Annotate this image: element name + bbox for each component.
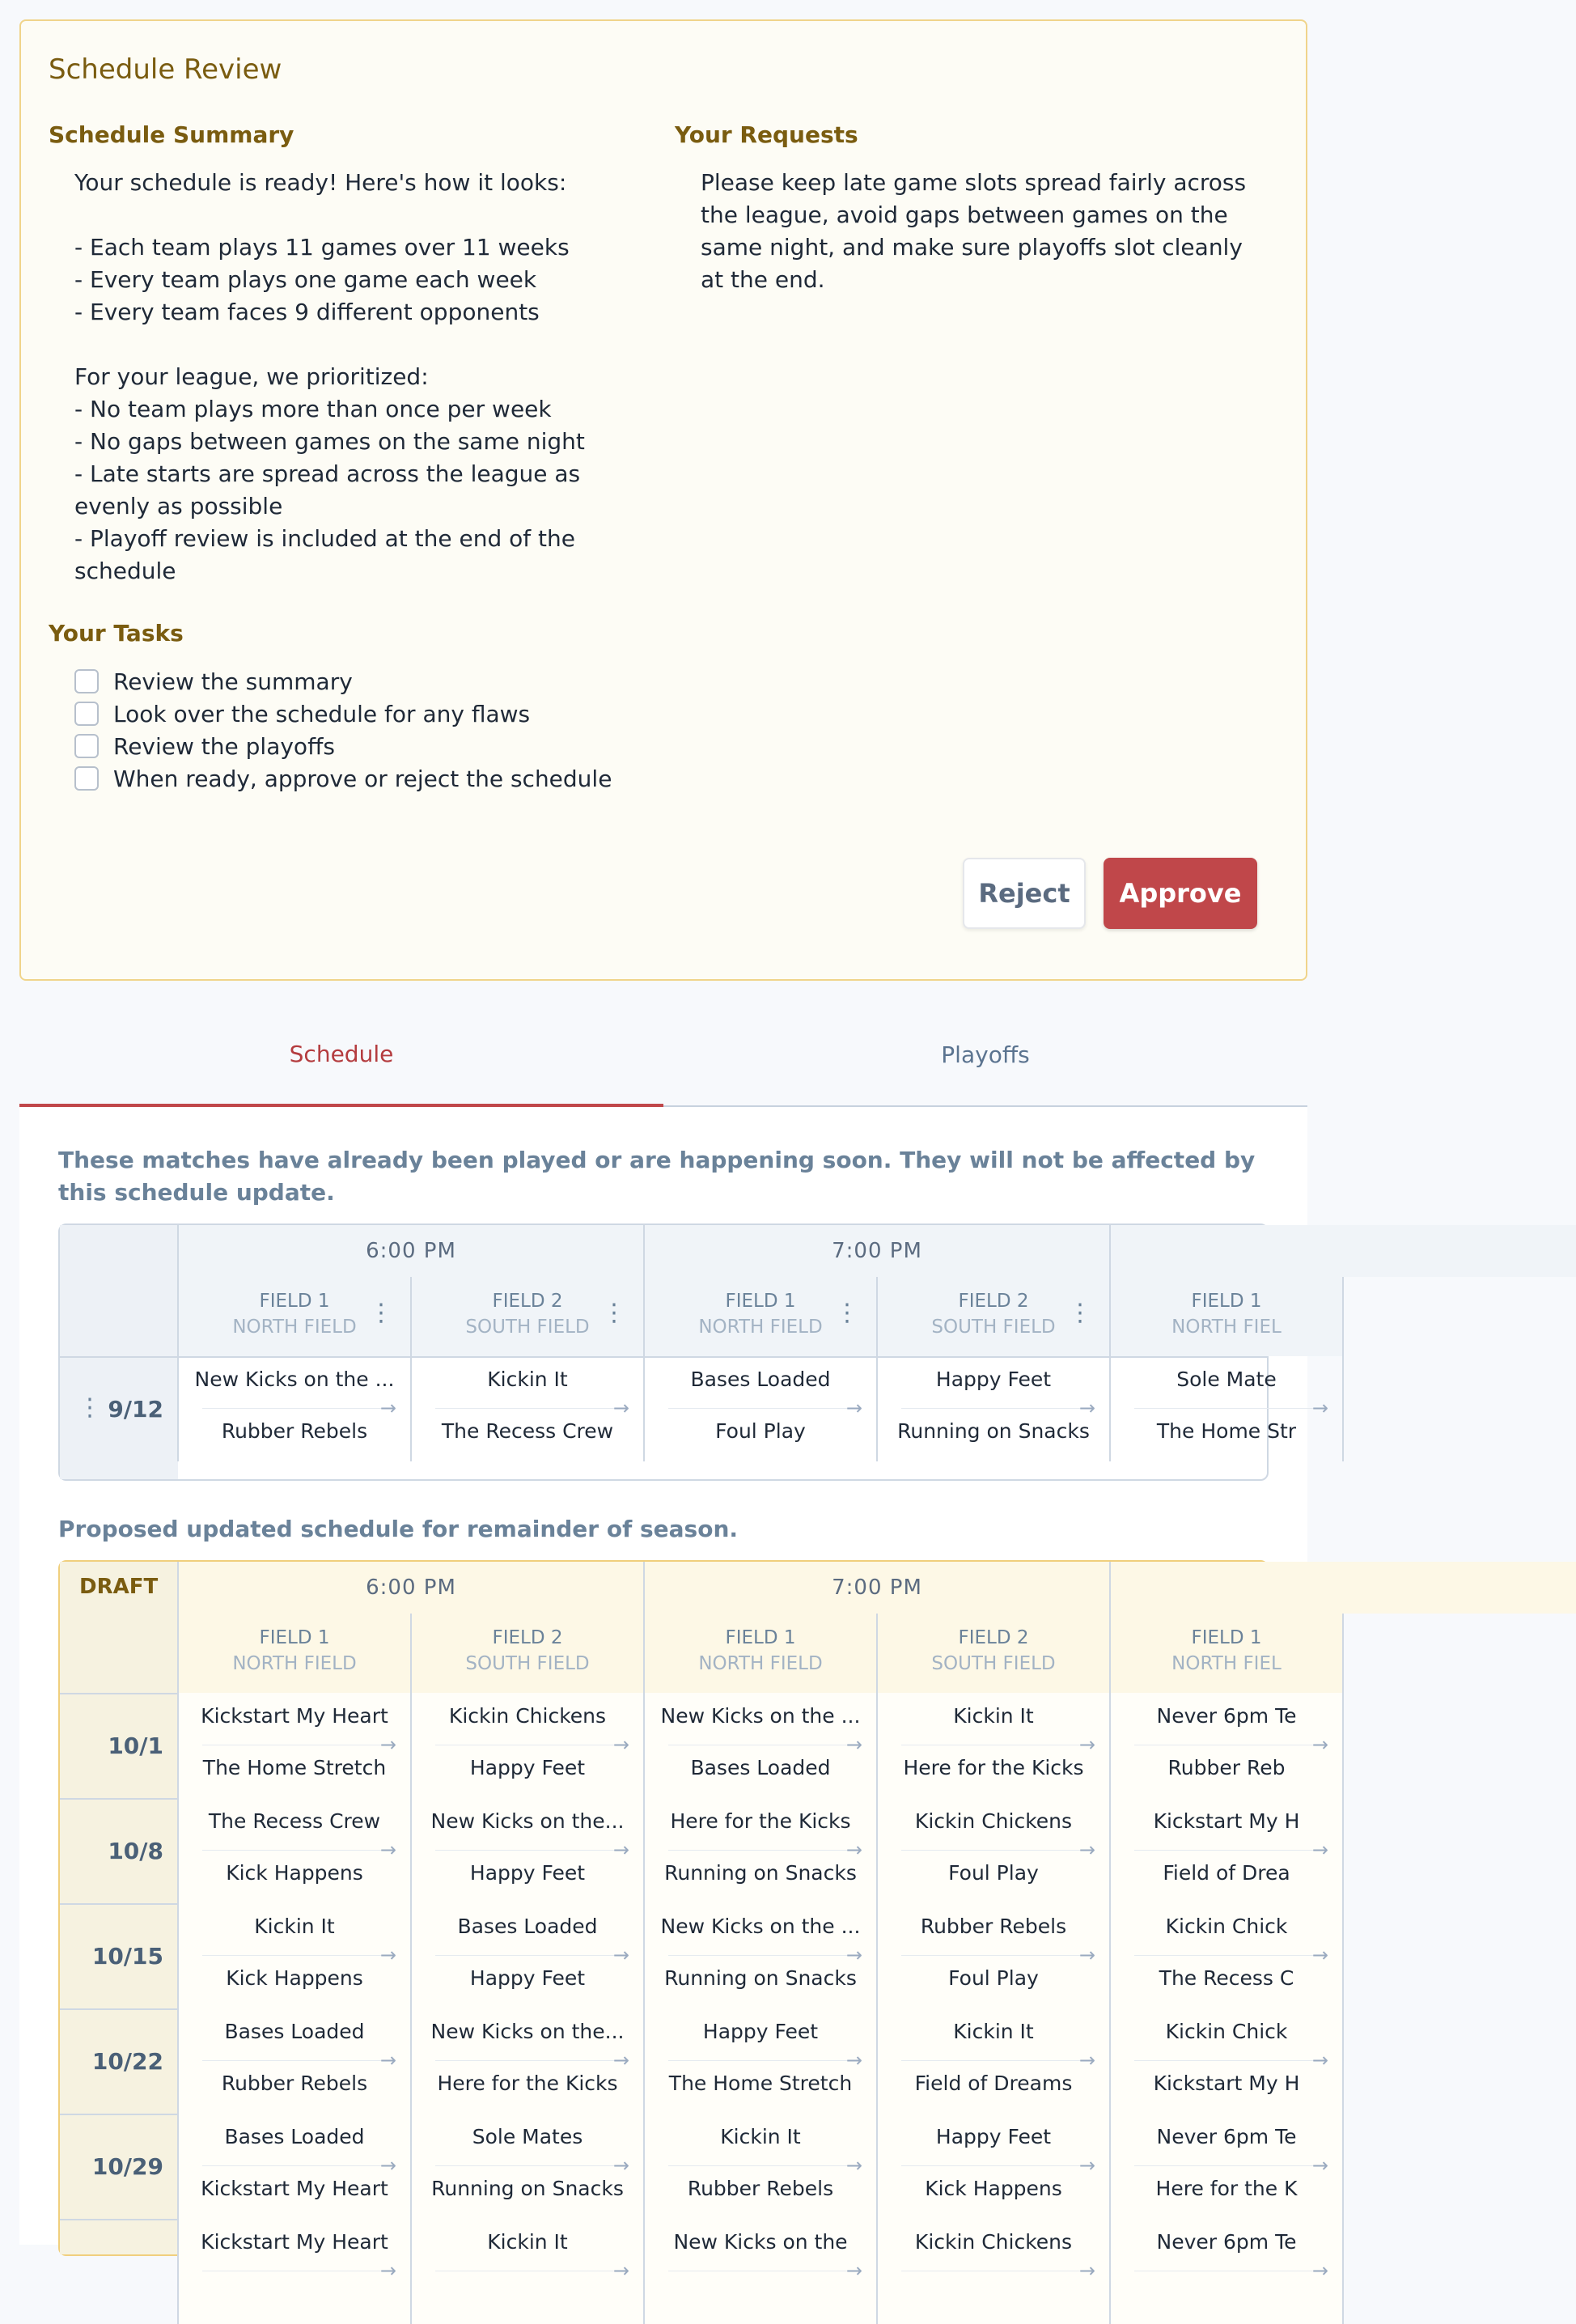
tasks-heading: Your Tasks: [49, 620, 184, 647]
row-date: 9/12: [108, 1395, 163, 1423]
match-cell[interactable]: [877, 2008, 1110, 2114]
column-divider: [876, 1277, 878, 1461]
match-cell[interactable]: [644, 1798, 877, 1903]
arrow-right-icon: →: [1311, 2154, 1328, 2177]
home-team: Happy Feet: [702, 2020, 819, 2043]
away-team: Kickstart My Heart: [201, 2177, 388, 2200]
match-cell[interactable]: [411, 1903, 644, 2008]
home-team: Kickstart My Heart: [201, 1704, 388, 1728]
arrow-right-icon: →: [845, 1397, 862, 1419]
time-slot-header: 7:00 PM: [644, 1562, 1110, 1614]
task-item[interactable]: [74, 762, 612, 795]
match-cell[interactable]: [1110, 1798, 1343, 1903]
match-cell[interactable]: [877, 2219, 1110, 2324]
arrow-right-icon: →: [1078, 1733, 1095, 1756]
column-divider: [177, 1562, 179, 2324]
schedule-review-panel: [19, 19, 1307, 981]
home-team: Never 6pm Te: [1156, 2230, 1297, 2254]
team-divider: [668, 1850, 853, 1851]
past-matches-note: These matches have already been played or are happening soon. They will not be affected by this schedule update.: [58, 1147, 1256, 1206]
task-list: [74, 665, 612, 795]
requests-text: Please keep late game slots spread fairly across the league, avoid gaps between games on the same night, and make sure playoffs slot cleanly at the end.: [701, 169, 1253, 293]
team-divider: [1134, 2165, 1319, 2166]
home-team: Kickin Chick: [1165, 2020, 1288, 2043]
away-team: The Home Stretch: [202, 1756, 387, 1779]
time-slot-header: 6:00 PM: [178, 1225, 644, 1277]
team-divider: [202, 1408, 387, 1409]
summary-heading: Schedule Summary: [49, 121, 294, 148]
away-team: Foul Play: [715, 1419, 806, 1443]
home-team: Rubber Rebels: [920, 1915, 1067, 1938]
match-cell[interactable]: [178, 2219, 411, 2324]
arrow-right-icon: →: [1078, 2049, 1095, 2072]
field-name: FIELD 2: [958, 1627, 1029, 1648]
time-slot-header: [1110, 1562, 1576, 1614]
task-checkbox[interactable]: [74, 702, 99, 726]
home-team: Happy Feet: [935, 1368, 1052, 1391]
arrow-right-icon: →: [1311, 2049, 1328, 2072]
home-team: New Kicks on the: [673, 2230, 848, 2254]
home-team: Never 6pm Te: [1156, 2125, 1297, 2148]
arrow-right-icon: →: [612, 1944, 629, 1966]
row-date: 10/8: [108, 1837, 163, 1864]
time-slot-header: 7:00 PM: [644, 1225, 1110, 1277]
home-team: Bases Loaded: [457, 1915, 598, 1938]
away-team: Happy Feet: [469, 1861, 586, 1885]
team-divider: [901, 2165, 1086, 2166]
field-header: [411, 1614, 644, 1693]
home-team: Kickin It: [487, 1368, 568, 1391]
field-menu-icon[interactable]: ⋮: [602, 1299, 626, 1327]
field-header: [178, 1277, 411, 1356]
arrow-right-icon: →: [379, 2154, 396, 2177]
field-location: NORTH FIEL: [1171, 1653, 1282, 1674]
match-cell[interactable]: [411, 2219, 644, 2324]
arrow-right-icon: →: [1311, 2259, 1328, 2282]
home-team: Kickin It: [254, 1915, 335, 1938]
field-header: [644, 1614, 877, 1693]
home-team: Kickin Chickens: [914, 2230, 1073, 2254]
team-divider: [202, 2165, 387, 2166]
arrow-right-icon: →: [612, 1838, 629, 1861]
arrow-right-icon: →: [379, 2259, 396, 2282]
field-name: FIELD 1: [725, 1291, 796, 1312]
home-team: Happy Feet: [935, 2125, 1052, 2148]
arrow-right-icon: →: [1311, 1944, 1328, 1966]
time-slot-header: 6:00 PM: [178, 1562, 644, 1614]
row-date: 10/29: [91, 2152, 163, 2180]
team-divider: [901, 1408, 1086, 1409]
task-checkbox[interactable]: [74, 669, 99, 693]
approve-button[interactable]: Approve: [1104, 858, 1257, 929]
task-label: Look over the schedule for any flaws: [113, 700, 531, 727]
away-team: Running on Snacks: [664, 1966, 857, 1990]
match-cell[interactable]: [178, 1693, 411, 1798]
away-team: Field of Drea: [1163, 1861, 1290, 1885]
arrow-right-icon: →: [845, 2049, 862, 2072]
home-team: New Kicks on the...: [430, 1809, 625, 1833]
away-team: Here for the Kicks: [903, 1756, 1084, 1779]
field-header: [877, 1614, 1110, 1693]
task-item[interactable]: [74, 730, 612, 762]
match-cell[interactable]: [644, 2008, 877, 2114]
match-cell[interactable]: [877, 2114, 1110, 2219]
match-cell[interactable]: [1110, 1903, 1343, 2008]
field-name: FIELD 1: [1191, 1627, 1262, 1648]
arrow-right-icon: →: [379, 1397, 396, 1419]
home-team: Kickin It: [720, 2125, 801, 2148]
match-cell[interactable]: [411, 2114, 644, 2219]
away-team: Foul Play: [948, 1861, 1039, 1885]
match-cell[interactable]: [178, 2114, 411, 2219]
team-divider: [202, 1850, 387, 1851]
home-team: Bases Loaded: [224, 2125, 365, 2148]
home-team: Kickin Chick: [1165, 1915, 1288, 1938]
field-location: SOUTH FIELD: [931, 1317, 1056, 1338]
team-divider: [668, 1955, 853, 1956]
task-item[interactable]: [74, 698, 612, 730]
arrow-right-icon: →: [845, 1838, 862, 1861]
match-cell[interactable]: [1110, 2219, 1343, 2324]
row-menu-icon[interactable]: ⋮: [78, 1393, 102, 1422]
team-divider: [435, 1955, 620, 1956]
team-divider: [435, 2165, 620, 2166]
home-team: Bases Loaded: [224, 2020, 365, 2043]
task-checkbox[interactable]: [74, 734, 99, 758]
tab-bar: [19, 1003, 1307, 1107]
arrow-right-icon: →: [845, 2259, 862, 2282]
field-header: [1110, 1277, 1343, 1356]
away-team: The Home Str: [1156, 1419, 1297, 1443]
away-team: Kick Happens: [226, 1966, 363, 1990]
requests-heading: Your Requests: [675, 121, 858, 148]
draft-schedule-grid: [58, 1560, 1328, 2282]
arrow-right-icon: →: [1078, 2259, 1095, 2282]
field-menu-icon[interactable]: ⋮: [369, 1299, 393, 1327]
away-team: Rubber Reb: [1167, 1756, 1286, 1779]
tab-playoffs[interactable]: Playoffs: [941, 1041, 1030, 1068]
field-name: FIELD 2: [492, 1627, 563, 1648]
team-divider: [1134, 2060, 1319, 2061]
field-name: FIELD 1: [1191, 1291, 1262, 1312]
home-team: New Kicks on the ...: [660, 1704, 861, 1728]
match-cell[interactable]: [1110, 2114, 1343, 2219]
field-name: FIELD 1: [259, 1291, 330, 1312]
field-location: NORTH FIEL: [1171, 1317, 1282, 1338]
away-team: Here for the Kicks: [437, 2072, 618, 2095]
team-divider: [901, 1955, 1086, 1956]
team-divider: [202, 2060, 387, 2061]
row-date: 10/1: [108, 1732, 163, 1759]
match-cell[interactable]: [178, 1903, 411, 2008]
field-header: [411, 1277, 644, 1356]
home-team: Kickin It: [953, 1704, 1034, 1728]
arrow-right-icon: →: [845, 2154, 862, 2177]
home-team: Kickin Chickens: [448, 1704, 607, 1728]
home-team: New Kicks on the ...: [660, 1915, 861, 1938]
field-location: SOUTH FIELD: [931, 1653, 1056, 1674]
field-location: NORTH FIELD: [232, 1317, 357, 1338]
arrow-right-icon: →: [1078, 1397, 1095, 1419]
arrow-right-icon: →: [1311, 1733, 1328, 1756]
field-header: [877, 1277, 1110, 1356]
match-cell[interactable]: [644, 1693, 877, 1798]
field-location: NORTH FIELD: [232, 1653, 357, 1674]
arrow-right-icon: →: [845, 1733, 862, 1756]
field-location: SOUTH FIELD: [465, 1653, 590, 1674]
home-team: Kickstart My H: [1153, 1809, 1300, 1833]
field-header: [178, 1614, 411, 1693]
home-team: Kickin It: [487, 2230, 568, 2254]
field-name: FIELD 2: [492, 1291, 563, 1312]
away-team: Running on Snacks: [897, 1419, 1090, 1443]
column-divider: [643, 1562, 645, 2324]
task-label: Review the playoffs: [113, 732, 335, 760]
row-date: 10/15: [91, 1942, 163, 1970]
field-header: [644, 1277, 877, 1356]
match-cell[interactable]: [644, 2219, 877, 2324]
team-divider: [901, 2060, 1086, 2061]
task-label: Review the summary: [113, 668, 353, 695]
task-item[interactable]: [74, 665, 612, 698]
away-team: The Recess Crew: [441, 1419, 614, 1443]
match-cell[interactable]: [1110, 1693, 1343, 1798]
match-cell[interactable]: [877, 1356, 1110, 1461]
column-divider: [1109, 1225, 1111, 1461]
match-cell[interactable]: [877, 1798, 1110, 1903]
match-cell[interactable]: [877, 1693, 1110, 1798]
team-divider: [1134, 1850, 1319, 1851]
field-name: FIELD 1: [259, 1627, 330, 1648]
arrow-right-icon: →: [1311, 1397, 1328, 1419]
home-team: New Kicks on the ...: [194, 1368, 395, 1391]
arrow-right-icon: →: [612, 1397, 629, 1419]
column-divider: [1109, 1562, 1111, 2324]
past-schedule-grid: [58, 1223, 1328, 1481]
arrow-right-icon: →: [1078, 1944, 1095, 1966]
home-team: The Recess Crew: [208, 1809, 381, 1833]
home-team: Kickin Chickens: [914, 1809, 1073, 1833]
away-team: Foul Play: [948, 1966, 1039, 1990]
team-divider: [435, 2060, 620, 2061]
away-team: Happy Feet: [469, 1756, 586, 1779]
home-team: Here for the Kicks: [670, 1809, 851, 1833]
away-team: Running on Snacks: [664, 1861, 857, 1885]
home-team: Bases Loaded: [690, 1368, 831, 1391]
match-cell[interactable]: [178, 2008, 411, 2114]
away-team: Kick Happens: [226, 1861, 363, 1885]
team-divider: [1134, 1955, 1319, 1956]
team-divider: [668, 2165, 853, 2166]
home-team: Never 6pm Te: [1156, 1704, 1297, 1728]
reject-button[interactable]: Reject: [963, 858, 1086, 929]
arrow-right-icon: →: [612, 2259, 629, 2282]
task-label: When ready, approve or reject the schedule: [113, 765, 612, 792]
field-header: [1110, 1614, 1343, 1693]
arrow-right-icon: →: [612, 2049, 629, 2072]
column-divider: [410, 1277, 412, 1461]
match-cell[interactable]: [877, 1903, 1110, 2008]
field-location: NORTH FIELD: [698, 1317, 823, 1338]
away-team: The Home Stretch: [668, 2072, 853, 2095]
column-divider: [410, 1614, 412, 2324]
row-date: [60, 2219, 178, 2324]
column-divider: [643, 1225, 645, 1461]
summary-text: Your schedule is ready! Here's how it looks: - Each team plays 11 games over 11 weeks - Every team plays one game each week - Every team faces 9 different opponents For your league, we prioritized: - No team plays more than once per week - No gaps between games on the same night - Late starts are spread across the league as evenly as possible - Playoff review is included at the end of the schedule: [74, 169, 585, 584]
field-name: FIELD 2: [958, 1291, 1029, 1312]
away-team: Field of Dreams: [914, 2072, 1073, 2095]
team-divider: [1134, 1408, 1319, 1409]
away-team: Kick Happens: [925, 2177, 1062, 2200]
away-team: Rubber Rebels: [221, 2072, 368, 2095]
match-cell[interactable]: [411, 1356, 644, 1461]
team-divider: [668, 1408, 853, 1409]
arrow-right-icon: →: [1311, 1838, 1328, 1861]
team-divider: [435, 1408, 620, 1409]
team-divider: [668, 2060, 853, 2061]
column-divider: [177, 1225, 179, 1461]
home-team: Sole Mate: [1176, 1368, 1277, 1391]
match-cell[interactable]: [1110, 2008, 1343, 2114]
column-divider: [876, 1614, 878, 2324]
away-team: Kickstart My H: [1153, 2072, 1300, 2095]
away-team: Rubber Rebels: [687, 2177, 834, 2200]
draft-note: Proposed updated schedule for remainder of season.: [58, 1516, 739, 1542]
away-team: Bases Loaded: [690, 1756, 831, 1779]
draft-badge: DRAFT: [79, 1575, 159, 1599]
task-checkbox[interactable]: [74, 766, 99, 791]
match-cell[interactable]: [178, 1356, 411, 1461]
team-divider: [202, 1955, 387, 1956]
field-location: NORTH FIELD: [698, 1653, 823, 1674]
match-cell[interactable]: [644, 1903, 877, 2008]
time-slot-header: [1110, 1225, 1576, 1277]
arrow-right-icon: →: [379, 1733, 396, 1756]
field-name: FIELD 1: [725, 1627, 796, 1648]
column-divider: [1342, 1277, 1344, 1461]
match-cell[interactable]: [178, 1798, 411, 1903]
arrow-right-icon: →: [1078, 1838, 1095, 1861]
home-team: Sole Mates: [472, 2125, 583, 2148]
arrow-right-icon: →: [379, 1944, 396, 1966]
arrow-right-icon: →: [379, 2049, 396, 2072]
column-divider: [1342, 1614, 1344, 2324]
field-menu-icon[interactable]: ⋮: [1068, 1299, 1092, 1327]
home-team: Kickstart My Heart: [201, 2230, 388, 2254]
match-cell[interactable]: [411, 1798, 644, 1903]
arrow-right-icon: →: [845, 1944, 862, 1966]
team-divider: [435, 1850, 620, 1851]
field-menu-icon[interactable]: ⋮: [835, 1299, 859, 1327]
arrow-right-icon: →: [612, 2154, 629, 2177]
match-cell[interactable]: [644, 1356, 877, 1461]
team-divider: [901, 1850, 1086, 1851]
schedule-content: [19, 1107, 1328, 2282]
away-team: The Recess C: [1159, 1966, 1294, 1990]
match-cell[interactable]: [411, 1693, 644, 1798]
away-team: Rubber Rebels: [221, 1419, 368, 1443]
review-title: Schedule Review: [49, 53, 282, 86]
away-team: Running on Snacks: [431, 2177, 624, 2200]
away-team: Happy Feet: [469, 1966, 586, 1990]
match-cell[interactable]: [644, 2114, 877, 2219]
tab-schedule[interactable]: Schedule: [19, 1003, 663, 1107]
away-team: Here for the K: [1155, 2177, 1298, 2200]
field-location: SOUTH FIELD: [465, 1317, 590, 1338]
row-date: 10/22: [91, 2047, 163, 2075]
arrow-right-icon: →: [612, 1733, 629, 1756]
arrow-right-icon: →: [379, 1838, 396, 1861]
arrow-right-icon: →: [1078, 2154, 1095, 2177]
match-cell[interactable]: [1110, 1356, 1343, 1461]
home-team: Kickin It: [953, 2020, 1034, 2043]
match-cell[interactable]: [411, 2008, 644, 2114]
home-team: New Kicks on the...: [430, 2020, 625, 2043]
